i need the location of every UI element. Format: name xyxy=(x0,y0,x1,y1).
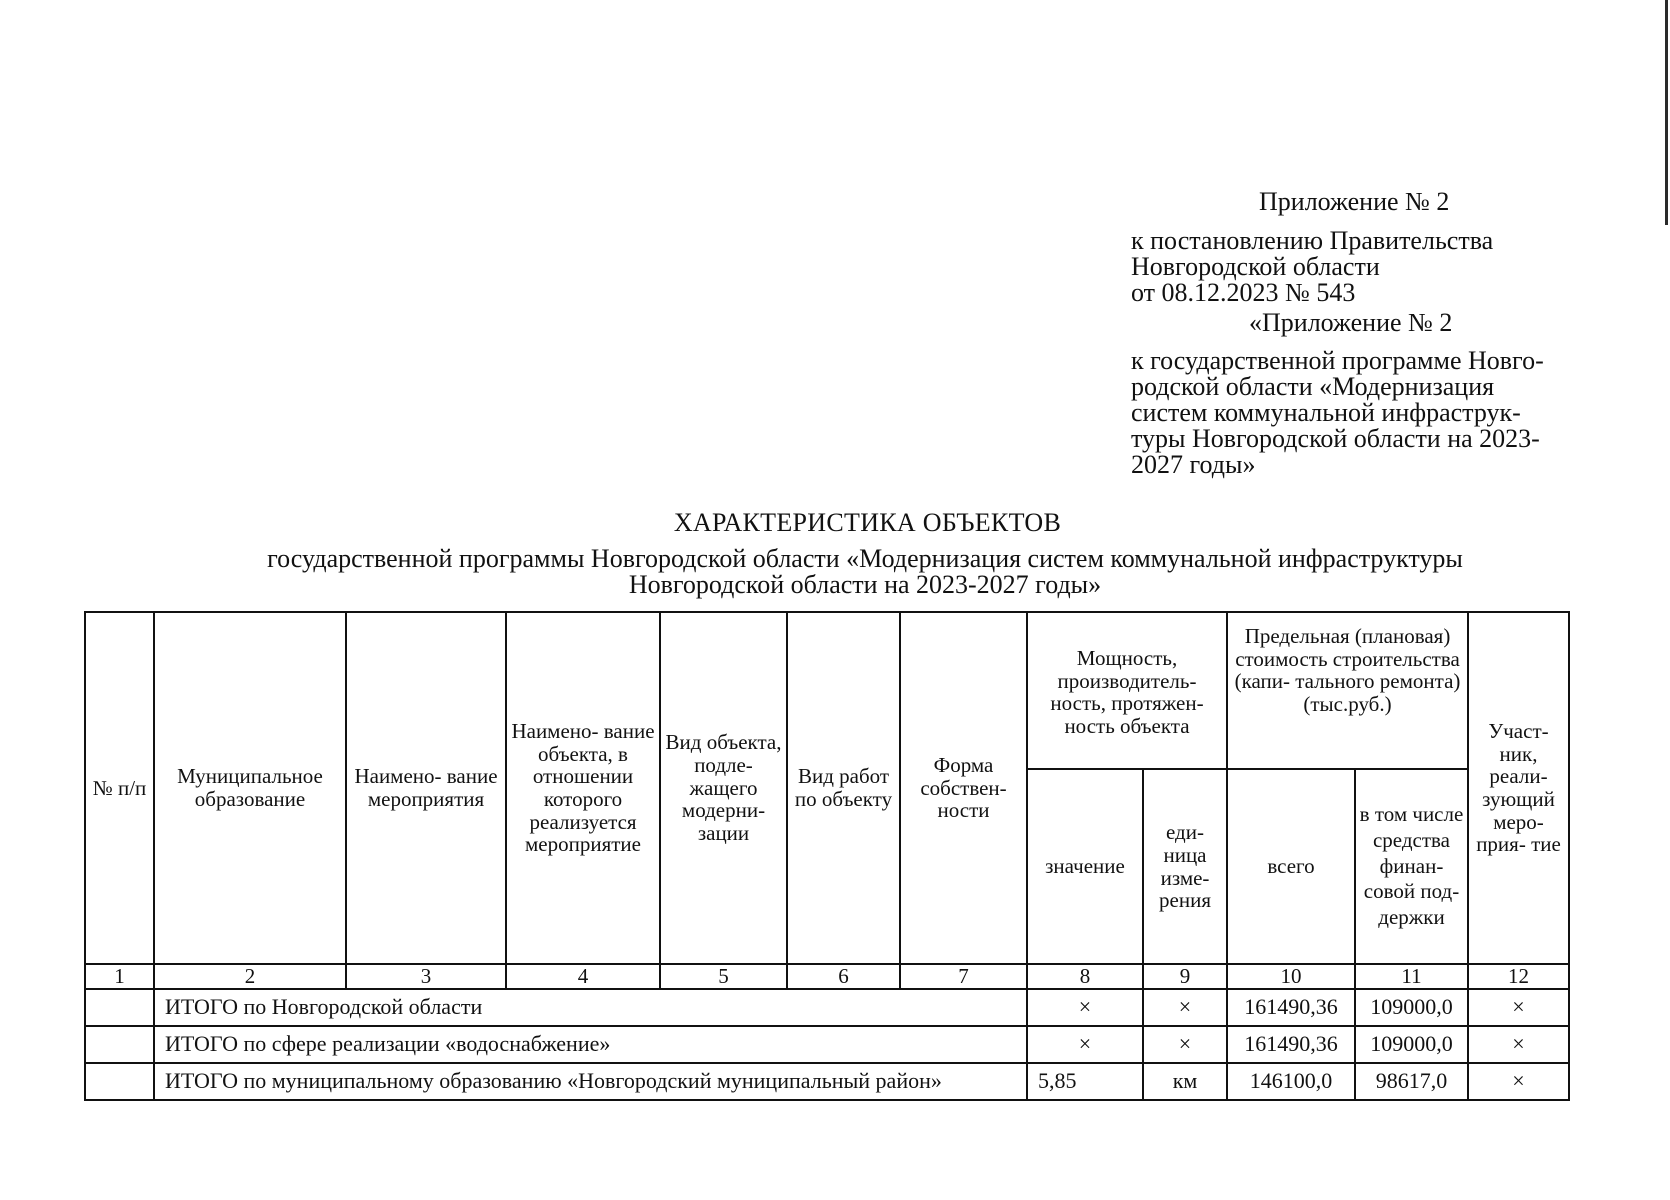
attachment-program xyxy=(1131,348,1591,478)
row-number-cell xyxy=(85,989,154,1026)
row-support: 98617,0 xyxy=(1355,1063,1468,1100)
resolution-line-1: к постановлению Правительства xyxy=(1131,226,1494,255)
scan-edge-line xyxy=(1665,0,1668,225)
row-label: ИТОГО по Новгородской области xyxy=(154,989,1027,1026)
column-number: 7 xyxy=(900,964,1027,989)
program-line-1: к государственной программе Новго- xyxy=(1131,346,1544,375)
column-number: 2 xyxy=(154,964,346,989)
row-value: 5,85 xyxy=(1027,1063,1143,1100)
row-total: 161490,36 xyxy=(1227,1026,1355,1063)
program-line-3: систем коммунальной инфраструк- xyxy=(1131,398,1521,427)
header-object-name: Наимено- вание объекта, в отношении которого реализуется мероприятие xyxy=(506,612,660,964)
attachment-block-2 xyxy=(1131,310,1591,336)
column-number: 5 xyxy=(660,964,787,989)
header-work-type: Вид работ по объекту xyxy=(787,612,900,964)
column-number: 11 xyxy=(1355,964,1468,989)
table-row xyxy=(85,989,1569,1026)
document-subtitle xyxy=(190,546,1540,598)
row-support: 109000,0 xyxy=(1355,1026,1468,1063)
header-capacity-group: Мощность, производитель- ность, протяжен- ность объекта xyxy=(1027,612,1227,769)
row-value: × xyxy=(1027,1026,1143,1063)
header-measure-name: Наимено- вание мероприятия xyxy=(346,612,506,964)
header-support: в том числе средства финан- совой под- держки xyxy=(1355,769,1468,964)
program-line-2: родской области «Модернизация xyxy=(1131,372,1495,401)
header-participant: Участ- ник, реали- зующий меро- прия- тие xyxy=(1468,612,1569,964)
row-total: 146100,0 xyxy=(1227,1063,1355,1100)
header-cost-group: Предельная (плановая) стоимость строительства (капи- тального ремонта) (тыс.руб.) xyxy=(1227,612,1468,769)
attachment-heading-2: «Приложение № 2 xyxy=(1249,308,1453,337)
row-support: 109000,0 xyxy=(1355,989,1468,1026)
column-number: 3 xyxy=(346,964,506,989)
row-unit: × xyxy=(1143,1026,1227,1063)
header-municipality: Муниципальное образование xyxy=(154,612,346,964)
header-total: всего xyxy=(1227,769,1355,964)
resolution-line-2: Новгородской области xyxy=(1131,252,1380,281)
table-row xyxy=(85,1063,1569,1100)
header-number: № п/п xyxy=(85,612,154,964)
column-numbers-row xyxy=(85,964,1569,989)
header-unit: еди- ница изме- рения xyxy=(1143,769,1227,964)
subtitle-line-1: государственной программы Новгородской области «Модернизация систем коммунальной инфраструктуры xyxy=(267,544,1463,573)
row-participant: × xyxy=(1468,989,1569,1026)
column-number: 1 xyxy=(85,964,154,989)
table-row xyxy=(85,1026,1569,1063)
header-ownership: Форма собствен- ности xyxy=(900,612,1027,964)
row-participant: × xyxy=(1468,1063,1569,1100)
column-number: 9 xyxy=(1143,964,1227,989)
column-number: 12 xyxy=(1468,964,1569,989)
row-label: ИТОГО по сфере реализации «водоснабжение» xyxy=(154,1026,1027,1063)
attachment-heading: Приложение № 2 xyxy=(1259,187,1450,216)
column-number: 4 xyxy=(506,964,660,989)
attachment-resolution xyxy=(1131,228,1591,306)
column-number: 8 xyxy=(1027,964,1143,989)
row-label: ИТОГО по муниципальному образованию «Новгородский муниципальный район» xyxy=(154,1063,1027,1100)
row-number-cell xyxy=(85,1063,154,1100)
column-number: 10 xyxy=(1227,964,1355,989)
row-value: × xyxy=(1027,989,1143,1026)
attachment-block-1 xyxy=(1131,189,1591,215)
row-total: 161490,36 xyxy=(1227,989,1355,1026)
document-title: ХАРАКТЕРИСТИКА ОБЪЕКТОВ xyxy=(673,508,1062,537)
column-number: 6 xyxy=(787,964,900,989)
objects-table xyxy=(84,611,1570,1101)
resolution-line-3: от 08.12.2023 № 543 xyxy=(1131,278,1356,307)
header-object-type: Вид объекта, подле- жащего модерни- зации xyxy=(660,612,787,964)
row-unit: км xyxy=(1143,1063,1227,1100)
row-number-cell xyxy=(85,1026,154,1063)
row-unit: × xyxy=(1143,989,1227,1026)
program-line-4: туры Новгородской области на 2023- xyxy=(1131,424,1540,453)
program-line-5: 2027 годы» xyxy=(1131,450,1256,479)
row-participant: × xyxy=(1468,1026,1569,1063)
subtitle-line-2: Новгородской области на 2023-2027 годы» xyxy=(628,570,1102,599)
header-value: значение xyxy=(1027,769,1143,964)
